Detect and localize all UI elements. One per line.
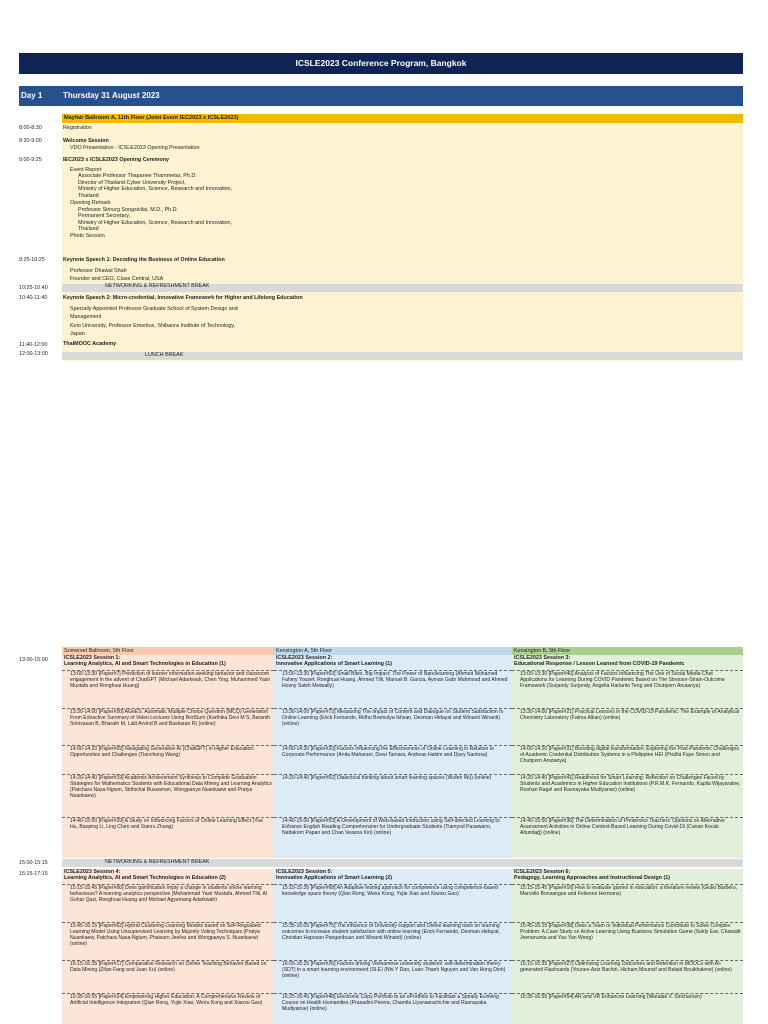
keynote1-line: Founder and CEO, Class Central, USA xyxy=(70,276,164,282)
paper-entry: 15:35-16:05 [Paper#75] The influence of University support and Online learning tools on learning outcomes to increase student satisfaction with online learning (Erick Fernando, Desman Hidayat, Christian Haposan Pangaribuan and Winanti Winanti) (online) xyxy=(274,922,512,960)
session-1-column xyxy=(62,655,274,858)
opening-line: Thailand xyxy=(78,193,99,199)
program-banner: ICSLE2023 Conference Program, Bangkok xyxy=(19,53,743,74)
welcome-title: Welcome Session xyxy=(63,138,109,144)
opening-line: Photo Session xyxy=(70,233,105,239)
lunch-label: LUNCH BREAK xyxy=(145,352,184,358)
opening-line: Director of Thailand Cyber University Project, xyxy=(78,180,186,186)
morning-room-header: Mayfair Ballroom A, 11th Floor (Joint Event IEC2023 x ICSLE2023) xyxy=(62,114,743,123)
keynote2-line: Keio University, Professor Emeritus, Shibaura Institute of Technology, xyxy=(70,323,236,329)
keynote1-line: Professor Dhawal Shah xyxy=(70,268,127,274)
paper-entry: 16:15-16:35 [Paper#27] Optimizing Learning Outcomes and Retention in MOOCs with AI-generated Flashcards (Younes-Aziz Bachiri, Hicham Mouncif and Belaid Bouikhalene) (online) xyxy=(512,960,743,993)
paper-entry: 14:20-14:40 [Paper#41] Readiness for Smart Learning: Reflection on Challenges Faced by Students and Academics in Higher Education Institutions (P.R.M.K. Fernando, Kapila Wijayaratne, Roshan Ragel and Rasnayaka Mudiyanse) (online) xyxy=(512,774,743,817)
room-header-somerset: Somerset Ballroom, 5th Floor xyxy=(62,647,274,655)
keynote2-line: Specially Appointed Professor Graduate School of System Design and xyxy=(70,306,238,312)
paper-entry: 14:00-14:20 [Paper#31] Boosting digital transformation: Exploring the Post-Pandemic Challenges of Academic Credential Distribution Systems in a Philippine HEI (Pricilla Faye Simon and Chutiporn Anutariya) xyxy=(512,745,743,774)
paper-entry: 13:00-13:30 [Paper#40] Analysis of Factors Influencing The Use of Social Media Chat Applications for Learning During COVID Pandemic Based on The Stressor-Strain-Outcome Framework (Surjandy Surjandy, Angelia Harlanto Teng and Chutiporn Anutariya) xyxy=(512,670,743,708)
session-title: ICSLE2023 Session 2: Innovative Applications of Smart Learning (1) xyxy=(276,655,393,668)
paper-entry: 13:00-13:30 [Paper#63] Small Bites, Big Impact: The Power of Nanolearning (Ahmed Mohamed Fahmy Yousef, Ronghuai Huang, Ahmed Tlili, Manuel B. Garcia, Ayman Gabr Mahmoud and Ahmed Hosny Saleh Metwally) xyxy=(274,670,512,708)
paper-entry: 14:00-14:20 [Paper#69] Navigating Generative AI (ChatGPT) in Higher Education: Opportunities and Challenges (Tianchong Wang) xyxy=(62,745,274,774)
paper-entry: 14:40-15:00 [Paper#29] A Study on Influencing Factors of Online Learning Effect (Yue Hu, Baoping Li, Ling Chen and Xianru Zhang) xyxy=(62,817,274,858)
registration-label: Registration xyxy=(63,125,92,131)
welcome-detail: VDO Presentation - ICSLE2023 Opening Presentation xyxy=(70,145,200,151)
paper-entry: 16:15-16:35 [Paper#17] Comparative Research on Online Teaching Behavior Based on Data Mining (Zifan Fang and Juan Xu) (online) xyxy=(62,960,274,993)
time-keynote2: 10:40-11:40 xyxy=(19,295,48,301)
paper-entry: 13:30-14:00 [Paper#21] Practical Lessons in the COVID-19 Pandemic: The Example of Analytical Chemistry Laboratory (Fatma Alkan) (online) xyxy=(512,708,743,745)
time-keynote1: 9:25-10:25 xyxy=(19,257,45,263)
afternoon-break-label: NETWORKING & REFRESHMENT BREAK xyxy=(105,859,210,865)
paper-entry: 15:15-15:35 [Paper#68] An Adaptive testing approach for competence using competence-based knowledge space theory (Qian Rong, Weiru Kong, Yujie Xiao and Xiaoxu Gao) xyxy=(274,884,512,922)
day-bar xyxy=(19,86,743,106)
session-4-column xyxy=(62,869,274,1024)
session-3-column xyxy=(512,655,743,858)
paper-entry: 13:00-13:30 [Paper#7] Prediction of learner information-seeking behavior and classroom engagement in the advent of ChatGPT (Michael Adarkwah, Chen Ying, Muhammed Yasir Mustafa and Ronghuai Huang) xyxy=(62,670,274,708)
session-title: ICSLE2023 Session 1: Learning Analytics, AI and Smart Technologies in Education (1) xyxy=(64,655,226,668)
opening-line: Ministry of Higher Education, Science, Research and Innovation, xyxy=(78,186,233,192)
paper-entry: 14:40-15:00 [Paper#36] The Determination of Preservice Teachers' Opinions on Alternative Assessment Activities in Online Context-Based Learning During Covid-19 (Canan Kocak Altundağ) (online) xyxy=(512,817,743,858)
time-block2: 15:15-17:15 xyxy=(19,871,48,877)
time-welcome: 8:30-9:00 xyxy=(19,138,42,144)
time-lunch: 12:00-13:00 xyxy=(19,351,48,357)
session-title: ICSLE2023 Session 3: Educational Response / Lesson Learned from COVID-19 Pandemic xyxy=(514,655,685,668)
paper-entry: 13:30-14:00 [Paper#50] AGeES: Automatic Multiple Choice Question (MCQ) Generation From Extractive Summary of Video Lectures Using BertSum (Karthika Devi M S, Baranth Srinivasan B, Bharath M, Lalit Arvind B and Baskaran R) (online) xyxy=(62,708,274,745)
day-date: Thursday 31 August 2023 xyxy=(63,91,160,100)
session-5-column xyxy=(274,869,512,1024)
thaimooc-title: ThaiMOOC Academy xyxy=(63,341,117,347)
paper-entry: 15:15-15:45 [Paper#60] Does gamification imply a change in students online learning behaviours? A learning analytics perspective (Muhammad Yasir Mustafa, Ahmed Tlili, Al Gohar Qazi, Ronghuai Huang and Michael Agyemang Adarkwah) xyxy=(62,884,274,922)
opening-line: Thailand xyxy=(78,226,99,232)
time-thaimooc: 11:40-12:00 xyxy=(19,342,48,348)
paper-entry: 15:15-15:45 [Paper#16] How to evaluate games in education: a literature review (Giulio Barbero, Marcello Bonsangue and Felienne Hermans) xyxy=(512,884,743,922)
time-afternoon-break: 15:00-15:15 xyxy=(19,860,48,866)
session-6-column xyxy=(512,869,743,1024)
paper-entry: 16:05-16:25 [Paper#26] Factors driving Vietnamese university students' self-determination theory (SDT) in a smart learning environment (SLE) (Nhi Y Dao, Luan-Thanh Nguyen and Van Hong Dinh) (online) xyxy=(274,960,512,993)
keynote2-title: Keynote Speech 2: Micro-credential, Innovative Framework for Higher and Lifelong Education xyxy=(63,295,303,301)
opening-line: Professor Sirirurg Songsivilai, M.D., Ph.D. xyxy=(78,207,179,213)
session-title: ICSLE2023 Session 6: Pedagogy, Learning Approaches and Instructional Design (1) xyxy=(514,869,671,882)
room-header-kensington-b: Kensington B, 5th Floor xyxy=(512,647,743,655)
paper-entry: 14:40-15:00 [Paper#53] A Development of Web-based Instruction using Self-directed Learning to Enhance English Reading Comprehension for Undergraduate Students (Tiamyod Pasawano, Nattakorn Papan and Chan Veasna Kiri) (online) xyxy=(274,817,512,858)
paper-entry: 15:45-16:15 [Paper#38] Does a Team or Individual Performance Contribute to Solve Complex Problem: A Case Study on Active Learning Using Business Simulation Game (Sokly Eav, Chawalit Jeenanunta and Yau Yan Wong) xyxy=(512,922,743,960)
session-title: ICSLE2023 Session 4: Learning Analytics, AI and Smart Technologies in Education (2) xyxy=(64,869,226,882)
time-break1: 10:25-10:40 xyxy=(19,285,48,291)
day-label: Day 1 xyxy=(21,91,43,100)
opening-line: Opening Remark xyxy=(70,200,111,206)
keynote2-line: Japan xyxy=(70,331,85,337)
session-title: ICSLE2023 Session 5: Innovative Applications of Smart Learning (2) xyxy=(276,869,393,882)
time-opening: 9:00-9:25 xyxy=(19,157,42,163)
opening-line: Event Report xyxy=(70,167,102,173)
opening-line: Ministry of Higher Education, Science, Research and Innovation, xyxy=(78,220,233,226)
paper-entry: 16:35-16:55 [Paper#24] Empowering Higher Education: A Comprehensive Review of Artificial Intelligence Integration (Qian Rong, Yujie Xiao, Weiru Kong and Xiaoxu Gao) xyxy=(62,993,274,1024)
opening-line: Associate Professor Thapanee Thammetar, Ph.D. xyxy=(78,173,197,179)
opening-title: IEC2023 x ICSLE2023 Opening Ceremony xyxy=(63,157,170,163)
keynote1-title: Keynote Speech 1: Decoding the Business of Online Education xyxy=(63,257,225,263)
time-block1: 13:00-15:00 xyxy=(19,657,48,663)
session-2-column xyxy=(274,655,512,858)
paper-entry: 14:20-14:40 [Paper#52] Dialectical thinking about smart learning spaces (Wufen Wu) (online) xyxy=(274,774,512,817)
paper-entry: 13:30-14:00 [Paper#72] Measuring The Impact of Content and Dialogue on Student Satisfaction In Online Learning (Erick Fernando, Ridho Bramulya Ikhsan, Desman Hidayat and Winanti Winanti) (online) xyxy=(274,708,512,745)
room-header-kensington-a: Kensington A, 5th Floor xyxy=(274,647,512,655)
opening-line: Permanent Secretary, xyxy=(78,213,131,219)
paper-entry: 15:45-16:15 [Paper#62] Hybrid Clustering Learning Models based on Self-Regulated Learning Model Using Unsupervised Learning by Majority Voting Techniques (Pratya Nuankaew, Patchara Nasa-Ngium, Phaisarn Jeefoo and Wongpanya S. Nuankaew) (online) xyxy=(62,922,274,960)
time-registration: 8:00-8:30 xyxy=(19,125,42,131)
break-label: NETWORKING & REFRESHMENT BREAK xyxy=(105,283,210,289)
paper-entry: 14:00-14:20 [Paper#20] Factors influencing the Effectiveness of Online Learning in Relation to Corporate Performance (Anita Maharani, Dewi Tamara, Andreas Hakim and Djury Santosa) xyxy=(274,745,512,774)
paper-entry: 16:25-16:45 [Paper#48] Electronic Copy Portfolio to an ePortfolio to Facilitate a Spirally Evolving Course on Health Humanities (Prasadini Perera, Chamila Liyanaarachchie and Rasnayaka Mudiyanse) (online) xyxy=(274,993,512,1024)
paper-entry: 14:20-14:40 [Paper#19] Academic Achievement Synthesis to Complete Graduation Strategies for Mathematics Students with Educational Data Mining and Learning Analytics (Patchara Nasa-Ngium, Sitthichai Bussaman, Wongpanya Nuankaew and Pratya Nuankaew) xyxy=(62,774,274,817)
keynote2-line: Management xyxy=(70,314,102,320)
paper-entry: 16:35-16:55 [Paper#54] AR and VR Enhances Learning (Waralak V. Siricharoen) xyxy=(512,993,743,1024)
